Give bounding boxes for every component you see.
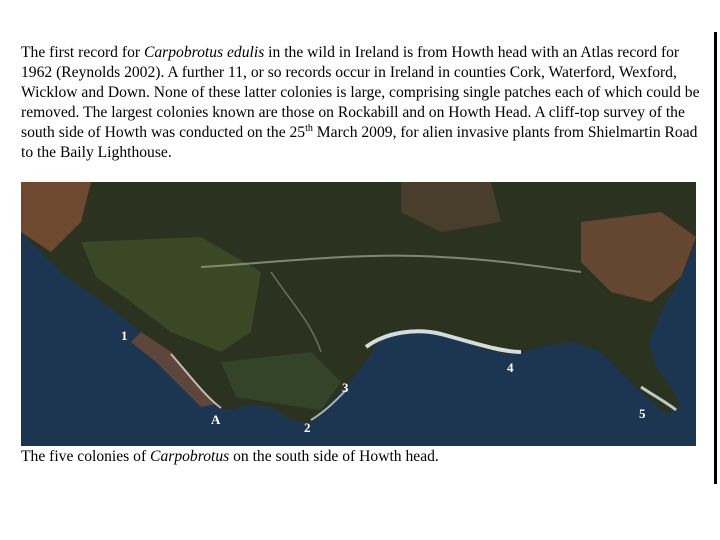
aerial-map-image (21, 182, 696, 446)
species-name: Carpobrotus edulis (143, 44, 265, 61)
map-label-a: A (211, 412, 221, 427)
map-label-4: 4 (507, 360, 514, 375)
para-text-1: The first record for (21, 44, 144, 61)
date-ordinal-suffix: th (305, 122, 313, 134)
right-border-line (714, 32, 717, 484)
para-text-3: March 2009, for alien invasive plants from Shielmartin Road to the Baily Lighthouse. (21, 124, 698, 161)
map-label-5: 5 (639, 406, 646, 421)
caption-genus: Carpobrotus (150, 448, 230, 465)
intro-paragraph (21, 43, 701, 163)
para-text-2: in the wild in Ireland is from Howth head with an Atlas record for 1962 (Reynolds 2002). A further 11, or so records occur in Ireland in counties Cork, Waterford, Wexford, Wicklow and Down. None of these latter colonies is large, comprising single patches each of which could be removed. The largest colonies known are those on Rockabill and on Howth Head. A cliff-top survey of the south side of Howth was conducted on the 25 (21, 44, 700, 141)
map-label-2: 2 (304, 420, 311, 435)
map-label-3: 3 (342, 380, 349, 395)
aerial-map-graphic (21, 182, 696, 446)
map-label-1: 1 (121, 328, 128, 343)
caption-text-1: The five colonies of (21, 448, 151, 465)
caption-text-2: on the south side of Howth head. (229, 448, 439, 465)
figure-caption (21, 447, 439, 467)
